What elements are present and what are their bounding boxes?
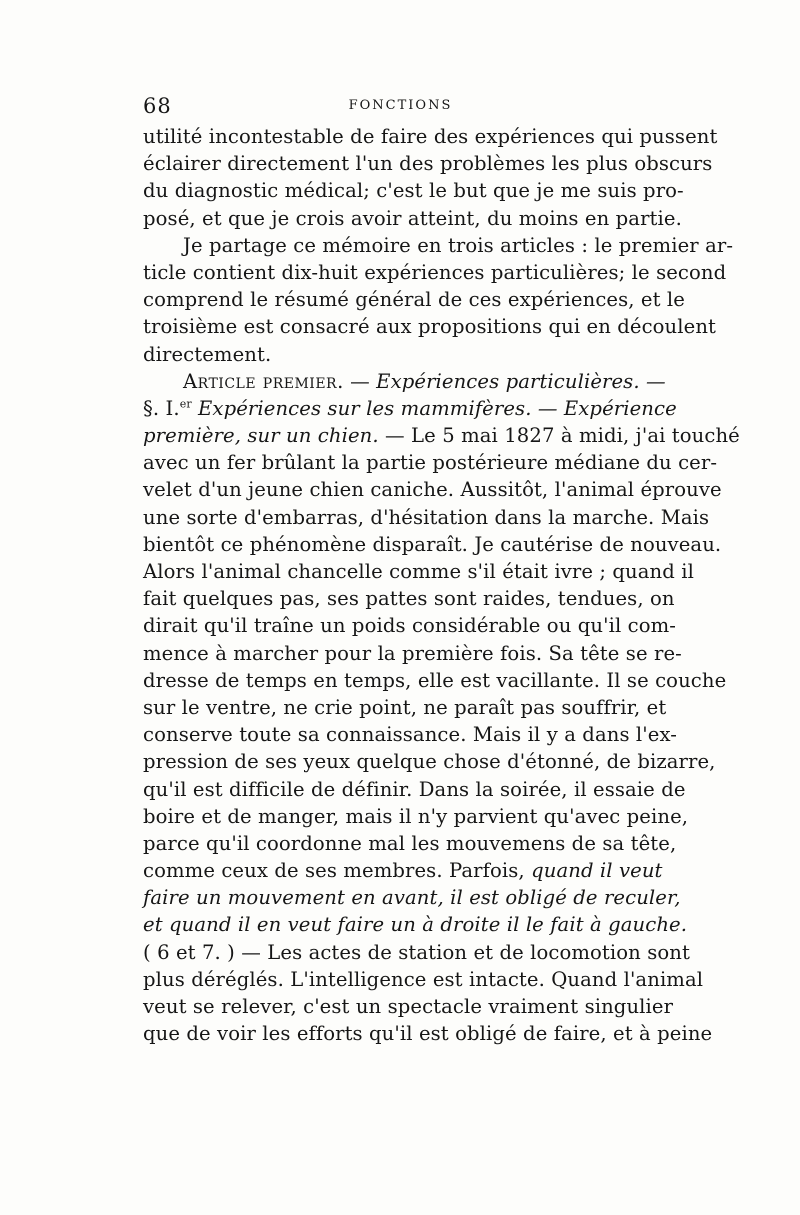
text-line: dirait qu'il traîne un poids considérable ou qu'il com- [143,614,677,638]
text-line: comprend le résumé général de ces expériences, et le [143,288,685,312]
text-line: bientôt ce phénomène disparaît. Je cautérise de nouveau. [143,532,722,556]
text-line: Alors l'animal chancelle comme s'il était ivre ; quand il [143,560,694,583]
text-line-italic: faire un mouvement en avant, il est obligé de reculer, [143,886,681,910]
text-line: velet d'un jeune chien caniche. Aussitôt, l'animal éprouve [143,478,722,502]
section-number: §. I. [143,396,180,420]
experiment-start: — Le 5 mai 1827 à midi, j'ai touché [378,424,740,448]
text-roman: comme ceux de ses membres. Parfois, [143,859,532,883]
text-line: une sorte d'embarras, d'hésitation dans la marche. Mais [143,505,710,529]
text-line: pression de ses yeux quelque chose d'étonné, de bizarre, [143,750,716,774]
text-line: boire et de manger, mais il n'y parvient qu'avec peine, [143,804,689,828]
text-line: dresse de temps en temps, elle est vacillante. Il se couche [143,668,727,692]
text-line: mence à marcher pour la première fois. Sa tête se re- [143,641,682,665]
text-line [143,857,663,884]
text-line: éclairer directement l'un des problèmes les plus obscurs [143,152,713,176]
text-line: parce qu'il coordonne mal les mouvemens de sa tête, [143,831,677,855]
experiment-heading-line [143,422,740,449]
text-line: sur le ventre, ne crie point, ne paraît pas souffrir, et [143,695,667,719]
text-line: veut se relever, c'est un spectacle vraiment singulier [143,995,674,1018]
section-number-superscript: er [179,397,192,411]
text-italic: quand il veut [531,859,663,883]
text-line: utilité incontestable de faire des expériences qui pussent [143,125,718,148]
experiment-title: première, sur un chien. [143,424,379,448]
text-line: plus déréglés. L'intelligence est intacte. Quand l'animal [143,967,704,991]
text-line: troisième est consacré aux propositions qui en découlent [143,315,717,339]
page-number: 68 [143,94,172,118]
section-title: FONCTIONS [348,98,453,113]
text-line: ticle contient dix-huit expériences particulières; le second [143,260,727,284]
text-line: fait quelques pas, ses pattes sont raides, tendues, on [143,587,675,611]
text-line: ( 6 et 7. ) — Les actes de station et de locomotion sont [143,940,690,964]
section-heading-line [143,395,677,422]
text-line: Je partage ce mémoire en trois articles : le premier ar- [183,233,734,257]
text-line-italic: et quand il en veut faire un à droite il le fait à gauche. [143,913,688,937]
text-line: avec un fer brûlant la partie postérieure médiane du cer- [143,451,718,475]
text-line: directement. [143,342,272,366]
text-line: conserve toute sa connaissance. Mais il y a dans l'ex- [143,723,678,747]
text-body [143,123,740,1047]
dash: — [343,369,377,393]
text-line: que de voir les efforts qu'il est obligé de faire, et à peine [143,1022,713,1046]
article-heading-line [143,368,666,395]
article-title: Expériences particulières. — [376,369,666,393]
article-label: Article premier. [183,369,344,393]
text-line: du diagnostic médical; c'est le but que je me suis pro- [143,179,684,203]
text-line: qu'il est difficile de définir. Dans la soirée, il essaie de [143,777,686,801]
running-head [143,94,658,122]
section-title-italic: Expériences sur les mammifères. — Expérience [191,396,677,420]
text-line: posé, et que je crois avoir atteint, du moins en partie. [143,206,682,230]
